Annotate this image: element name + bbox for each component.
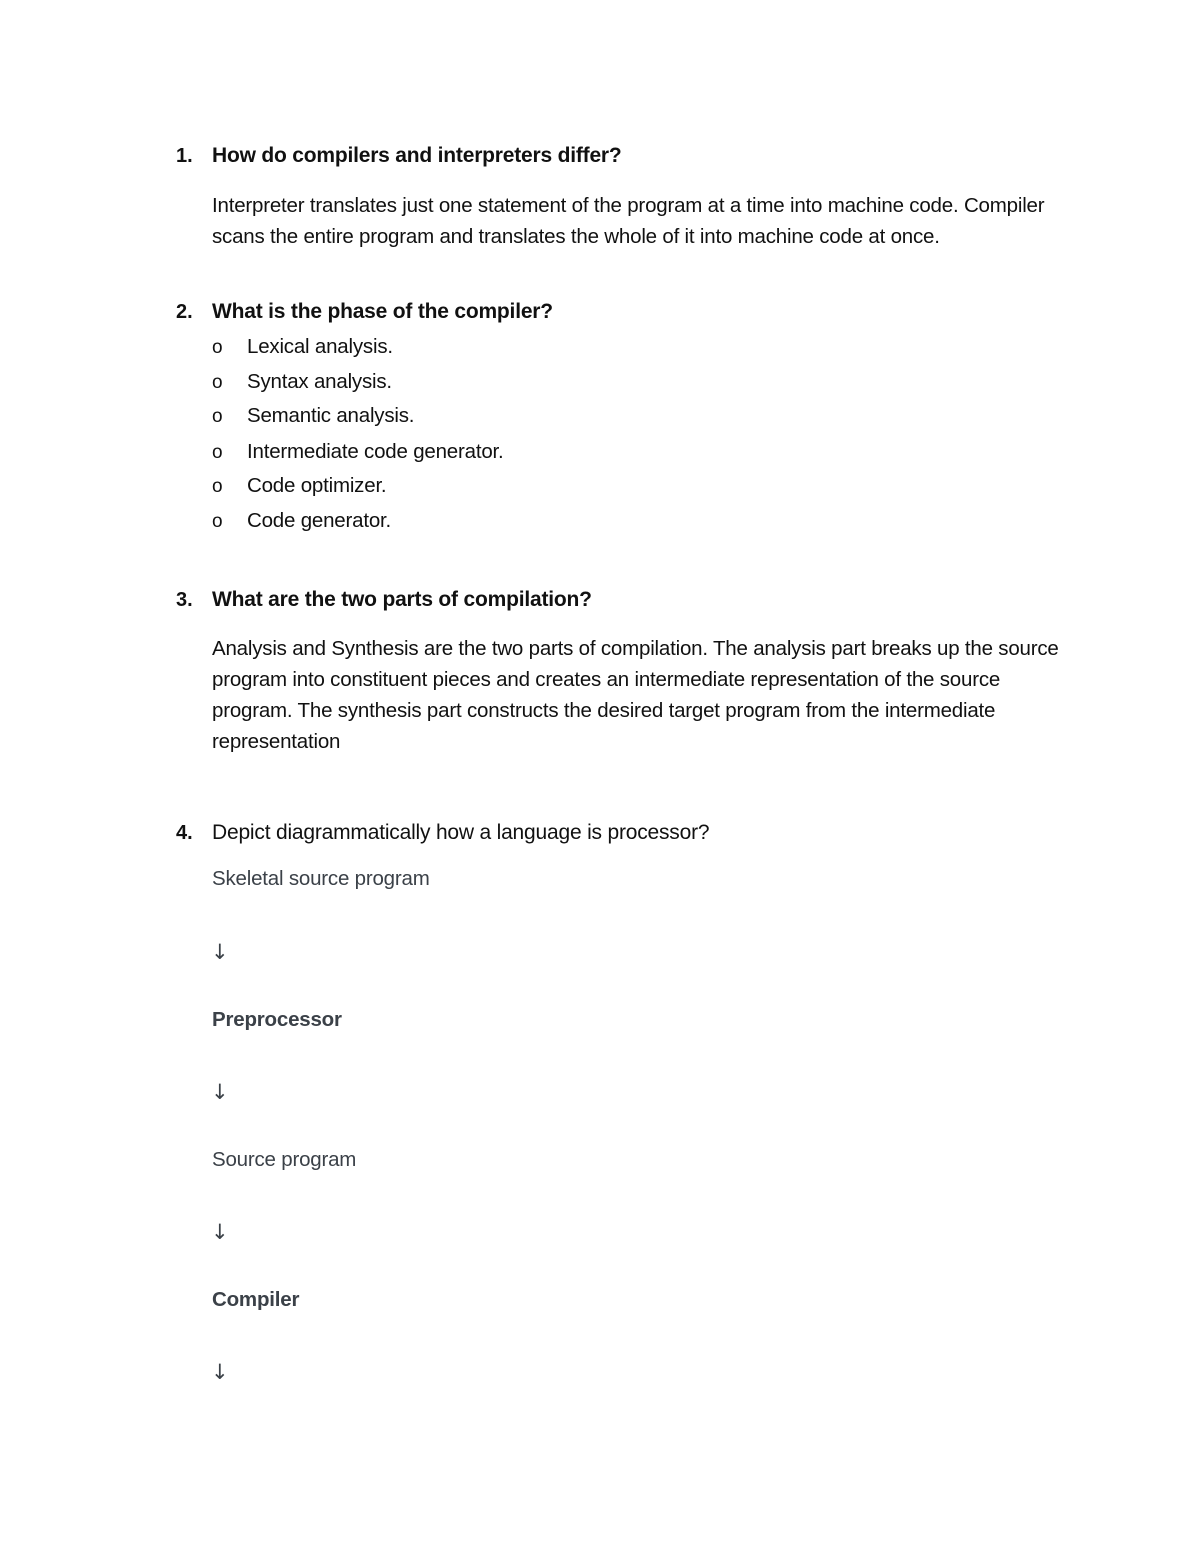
list-item: Lexical analysis. bbox=[247, 335, 393, 358]
arrow-down-icon: ↓ bbox=[211, 940, 229, 964]
question-2-number: 2. bbox=[176, 301, 193, 323]
list-bullet: o bbox=[212, 476, 223, 497]
list-item: Code optimizer. bbox=[247, 474, 387, 497]
question-4-number: 4. bbox=[176, 822, 193, 844]
list-bullet: o bbox=[212, 511, 223, 532]
flow-step-skeletal-source: Skeletal source program bbox=[212, 867, 430, 890]
list-bullet: o bbox=[212, 406, 223, 427]
question-2-title: What is the phase of the compiler? bbox=[212, 300, 553, 323]
list-bullet: o bbox=[212, 372, 223, 393]
question-1-number: 1. bbox=[176, 145, 193, 167]
list-item: Semantic analysis. bbox=[247, 404, 415, 427]
question-1-answer: Interpreter translates just one statement of the program at a time into machine code. Compiler scans the entire program and translates the whole of it into machine code at once. bbox=[212, 194, 1045, 248]
list-bullet: o bbox=[212, 442, 223, 463]
list-item: Code generator. bbox=[247, 509, 392, 532]
list-bullet: o bbox=[212, 337, 223, 358]
question-3-number: 3. bbox=[176, 589, 193, 611]
arrow-down-icon: ↓ bbox=[211, 1360, 229, 1384]
question-3-title: What are the two parts of compilation? bbox=[212, 588, 592, 611]
list-item: Intermediate code generator. bbox=[247, 440, 504, 463]
list-item: Syntax analysis. bbox=[247, 370, 392, 393]
flow-step-compiler: Compiler bbox=[212, 1288, 300, 1311]
flow-step-preprocessor: Preprocessor bbox=[212, 1008, 342, 1031]
flow-step-source-program: Source program bbox=[212, 1148, 357, 1171]
question-3-answer: Analysis and Synthesis are the two parts of compilation. The analysis part breaks up the source program into constituent pieces and creates an intermediate representation of the source program. The synthesis part constructs the desired target program from the intermediate representation bbox=[212, 637, 1059, 753]
question-4-title: Depict diagrammatically how a language is processor? bbox=[212, 821, 710, 844]
arrow-down-icon: ↓ bbox=[211, 1220, 229, 1244]
arrow-down-icon: ↓ bbox=[211, 1080, 229, 1104]
question-1-title: How do compilers and interpreters differ? bbox=[212, 144, 622, 167]
